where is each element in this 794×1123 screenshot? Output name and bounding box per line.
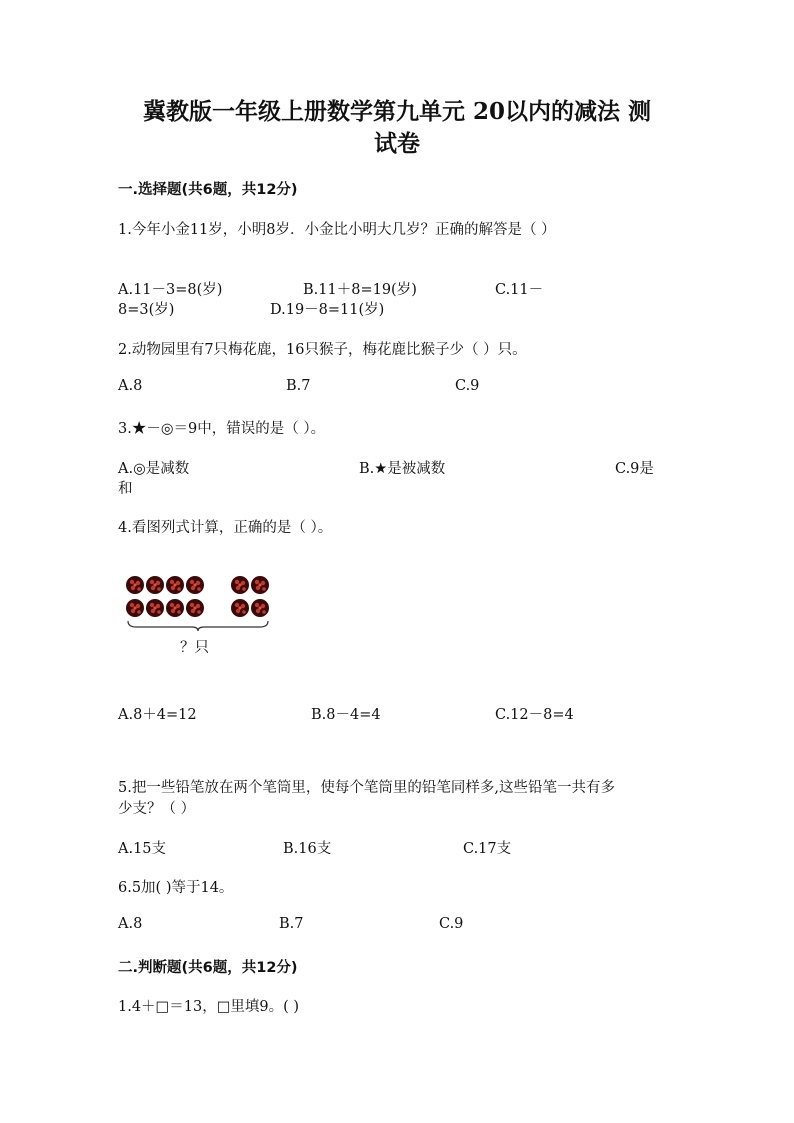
berry-icon (146, 599, 164, 617)
q4-option-b[interactable]: B.8－4=4 (311, 707, 381, 723)
berry-icon (186, 576, 204, 594)
berry-icon (126, 576, 144, 594)
q1-option-c-cont[interactable]: 8=3(岁) (118, 302, 175, 318)
question-5-line-1: 5.把一些铅笔放在两个笔筒里，使每个笔筒里的铅笔同样多,这些铅笔一共有多 (118, 780, 615, 796)
question-2-text: 2.动物园里有7只梅花鹿，16只猴子，梅花鹿比猴子少（ ）只。 (118, 342, 527, 358)
judge-1-text: 1.4＋□＝13，□里填9。( ) (118, 999, 300, 1015)
q1-option-a[interactable]: A.11－3=8(岁) (118, 282, 223, 298)
berry-icon (146, 576, 164, 594)
section-header-judge: 二.判断题(共6题，共12分) (118, 960, 298, 976)
q3-option-b[interactable]: B.★是被减数 (359, 461, 446, 477)
berry-icon (166, 576, 184, 594)
q4-figure-label: ？只 (180, 640, 209, 656)
title-line-1: 冀教版一年级上册数学第九单元 20以内的减法 测 (142, 98, 652, 125)
q5-option-b[interactable]: B.16支 (283, 841, 332, 857)
berry-icon (166, 599, 184, 617)
question-5-line-2: 少支？（ ） (118, 801, 196, 817)
q6-option-c[interactable]: C.9 (439, 916, 464, 932)
q4-figure (118, 568, 298, 668)
q5-option-a[interactable]: A.15支 (118, 841, 167, 857)
q4-option-c[interactable]: C.12－8=4 (495, 707, 574, 723)
berry-icon (251, 599, 269, 617)
berry-icon (231, 576, 249, 594)
q1-option-c[interactable]: C.11－ (495, 282, 544, 298)
question-4-text: 4.看图列式计算，正确的是（ ）。 (118, 520, 333, 536)
question-6-text: 6.5加( )等于14。 (118, 880, 234, 896)
q1-option-b[interactable]: B.11＋8=19(岁) (303, 282, 417, 298)
title-line-2: 试卷 (374, 130, 420, 157)
q5-option-c[interactable]: C.17支 (463, 841, 512, 857)
question-3-text: 3.★－◎＝9中，错误的是（ ）。 (118, 421, 326, 437)
q2-option-a[interactable]: A.8 (118, 378, 143, 394)
q2-option-c[interactable]: C.9 (455, 378, 480, 394)
q3-option-c[interactable]: C.9是 (615, 461, 654, 477)
q4-option-a[interactable]: A.8＋4=12 (118, 707, 197, 723)
berry-icon (251, 576, 269, 594)
section-header-choice: 一.选择题(共6题，共12分) (118, 182, 298, 198)
question-1-text: 1.今年小金11岁，小明8岁．小金比小明大几岁？正确的解答是（ ） (118, 222, 556, 238)
q6-option-a[interactable]: A.8 (118, 916, 143, 932)
q2-option-b[interactable]: B.7 (286, 378, 311, 394)
q3-option-a[interactable]: A.◎是减数 (118, 461, 190, 477)
brace-icon (128, 621, 268, 631)
q1-option-d[interactable]: D.19－8=11(岁) (270, 302, 385, 318)
q3-option-c-cont[interactable]: 和 (118, 481, 133, 497)
berry-icon (231, 599, 249, 617)
berry-group-figure (118, 568, 298, 632)
berry-icon (126, 599, 144, 617)
berry-icon (186, 599, 204, 617)
q6-option-b[interactable]: B.7 (279, 916, 304, 932)
